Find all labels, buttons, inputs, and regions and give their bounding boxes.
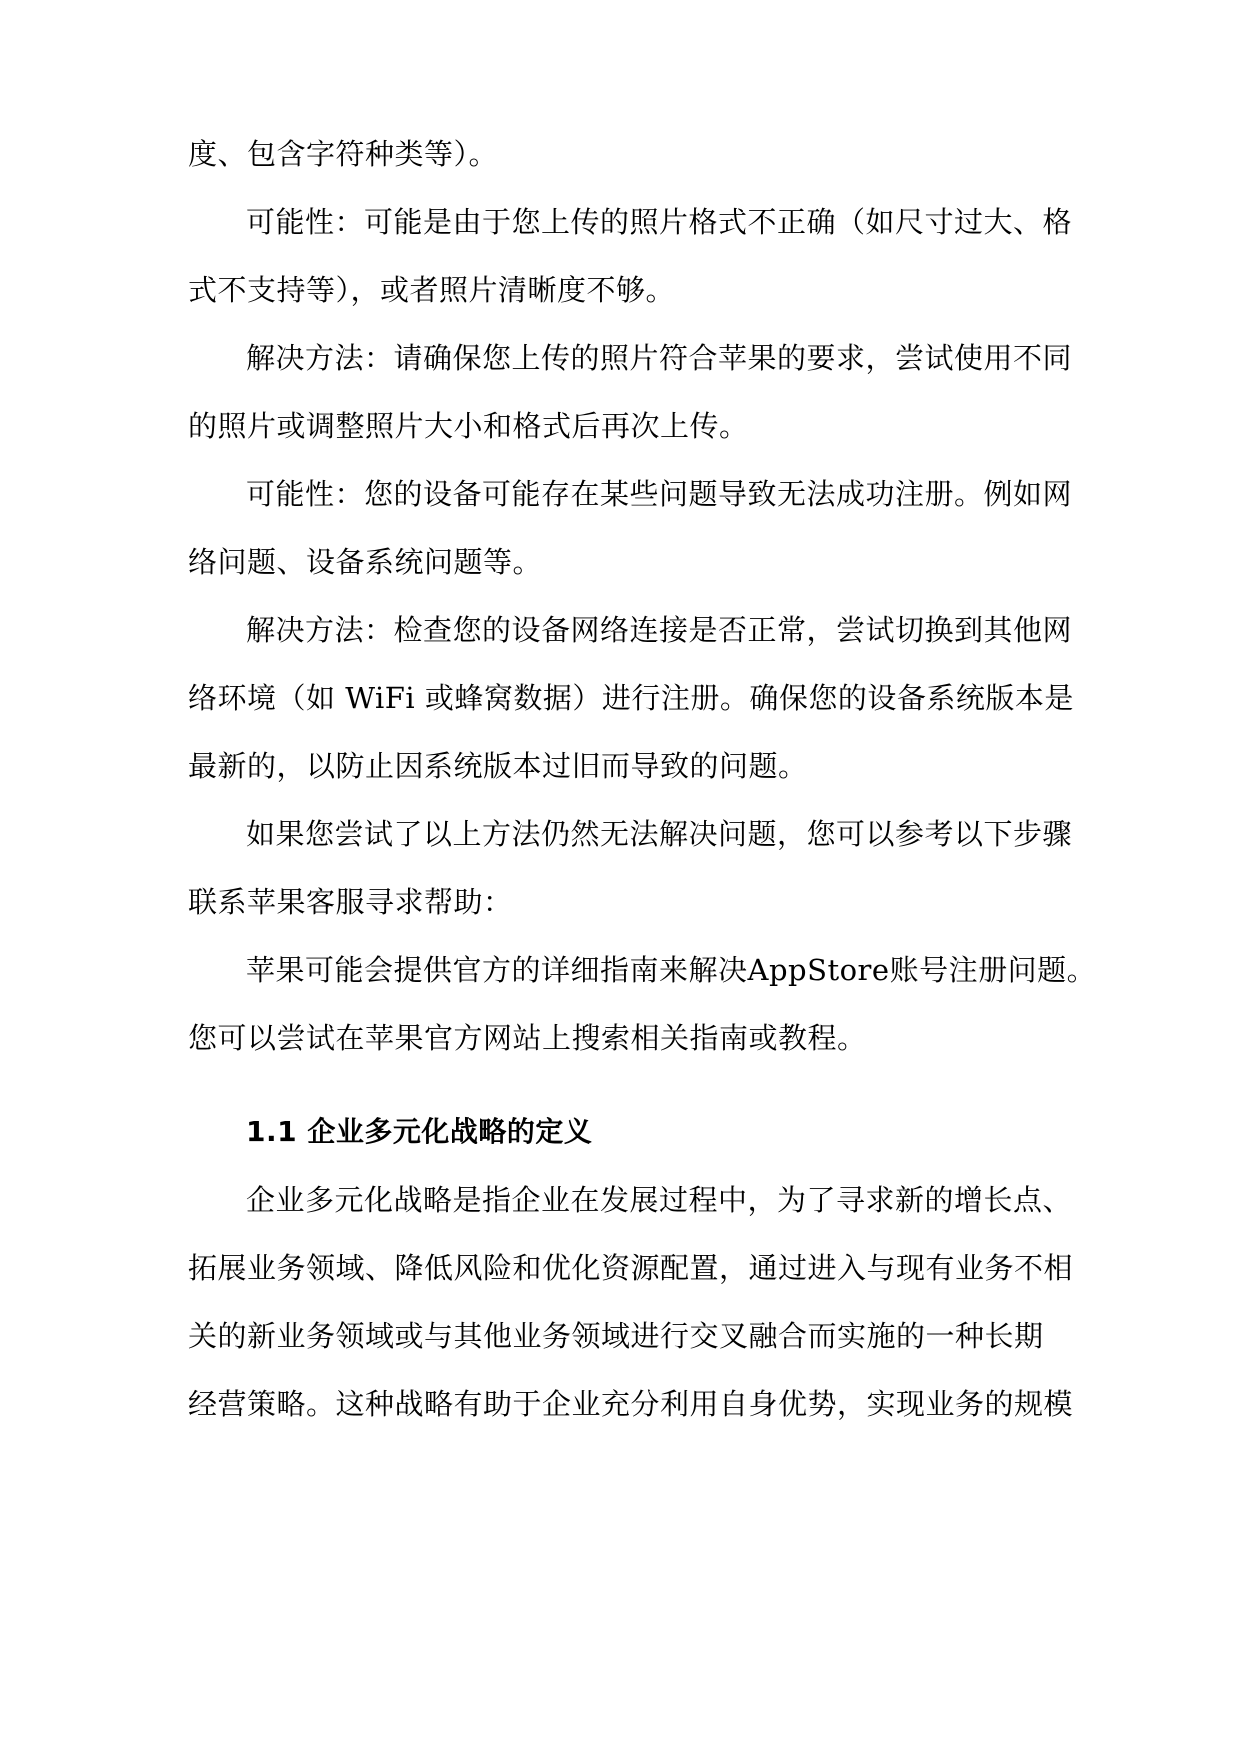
paragraph-line: 拓展业务领域、降低风险和优化资源配置，通过进入与现有业务不相	[188, 1251, 1074, 1285]
paragraph-line: 企业多元化战略是指企业在发展过程中，为了寻求新的增长点、	[246, 1183, 1073, 1217]
paragraph-line: 最新的，以防止因系统版本过旧而导致的问题。	[188, 749, 808, 783]
paragraph-line: 联系苹果客服寻求帮助：	[188, 885, 513, 919]
paragraph-line: 关的新业务领域或与其他业务领域进行交叉融合而实施的一种长期	[188, 1319, 1044, 1353]
paragraph-line: 苹果可能会提供官方的详细指南来解决AppStore账号注册问题。	[246, 953, 1097, 987]
paragraph-line: 解决方法：请确保您上传的照片符合苹果的要求，尝试使用不同	[246, 341, 1073, 375]
paragraph-line: 络问题、设备系统问题等。	[188, 545, 543, 579]
section-heading: 1.1 企业多元化战略的定义	[246, 1115, 593, 1148]
paragraph-line: 络环境（如 WiFi 或蜂窝数据）进行注册。确保您的设备系统版本是	[188, 681, 1074, 715]
paragraph-line: 您可以尝试在苹果官方网站上搜索相关指南或教程。	[188, 1021, 867, 1055]
paragraph-line: 度、包含字符种类等）。	[188, 137, 499, 171]
paragraph-line: 如果您尝试了以上方法仍然无法解决问题，您可以参考以下步骤	[246, 817, 1073, 851]
paragraph-line: 可能性：可能是由于您上传的照片格式不正确（如尺寸过大、格	[246, 205, 1073, 239]
paragraph-line: 经营策略。这种战略有助于企业充分利用自身优势，实现业务的规模	[188, 1387, 1074, 1421]
paragraph-line: 可能性：您的设备可能存在某些问题导致无法成功注册。例如网	[246, 477, 1073, 511]
paragraph-line: 的照片或调整照片大小和格式后再次上传。	[188, 409, 749, 443]
paragraph-line: 解决方法：检查您的设备网络连接是否正常，尝试切换到其他网	[246, 613, 1073, 647]
paragraph-line: 式不支持等），或者照片清晰度不够。	[188, 273, 676, 307]
